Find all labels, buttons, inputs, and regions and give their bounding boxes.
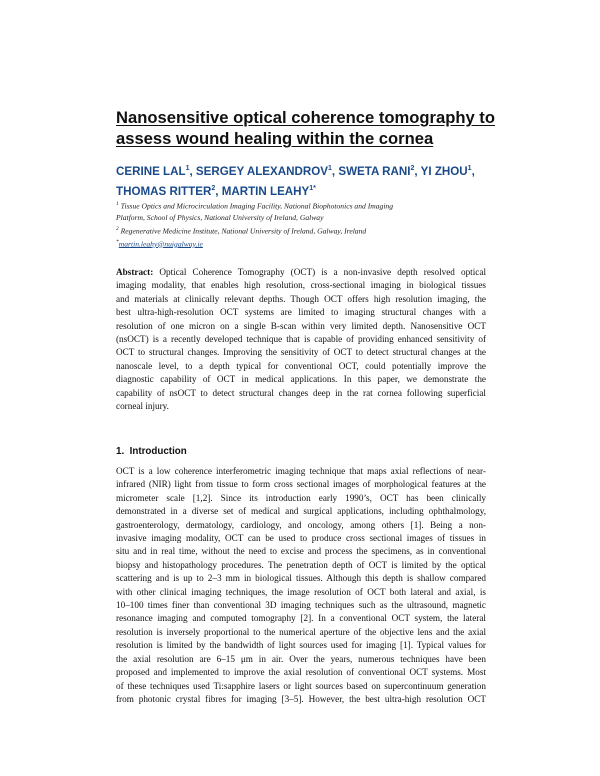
affiliation-sup: 1 <box>116 201 119 207</box>
body-line: 10–100 times finer than conventional 3D imaging techniques such as the ultrasound, magnetic <box>116 600 486 611</box>
author-line: THOMAS RITTER$^2$, MARTIN $LEAHY^{1*}$ <box>116 184 316 198</box>
author-list <box>116 160 536 200</box>
author-name: SERGEY ALEXANDROV <box>195 164 328 178</box>
abstract-line: OCT to structural changes. Improving the sensitivity of OCT to detect structural changes at the <box>116 347 486 358</box>
body-line: biopsy and histopathology procedures. The penetration depth of OCT is limited by the optical <box>116 559 486 570</box>
author-affil-sup: 2 <box>410 165 415 172</box>
email-link[interactable]: martin.leahy@nuigalway.ie <box>118 239 203 249</box>
body-line: the axial resolution are 6–15 μm in air. Over the years, numerous techniques have been <box>116 653 486 664</box>
abstract-line: nanoscale level, to a depth typical for conventional OCT, could potentially improve the <box>116 360 486 371</box>
abstract <box>116 266 486 413</box>
body-line: situ and in real time, without the need to excise and process the specimens, as in conventional <box>116 546 486 557</box>
affiliation-line <box>116 199 516 212</box>
body-line: from photonic crystal fibres for imaging [3–5]. However, the best ultra-high resolution OCT <box>116 693 486 704</box>
section-number: 1. <box>116 446 125 457</box>
abstract-line: imaging modality, that enables high resolution, cross-sectional imaging in biological tissues <box>116 280 486 291</box>
body-line: gastroenterology, dermatology, cardiology, and oncology, among others [1]. Being a non- <box>116 519 486 530</box>
affiliation-text: Regenerative Medicine Institute, National University of Ireland, Galway, Ireland <box>120 226 367 236</box>
author-line: CERINE LAL$^1$, SERGEY ALEXANDROV$^1$, SWETA RANI$^2$, YI ZHOU$^1$, <box>116 164 475 178</box>
abstract-line: resolution of one micron on a single B-scan within very limited depth. Nanosensitive OCT <box>116 320 486 331</box>
author-name: MARTIN LEAHY <box>221 184 310 198</box>
abstract-label: Abstract: <box>116 267 154 277</box>
title-line: Nanosensitive optical coherence tomography to <box>116 108 495 127</box>
paper-title <box>116 107 496 149</box>
body-line: demonstrated in a diverse set of medical and surgical applications, including ophthalmology, <box>116 506 486 517</box>
affiliations <box>116 199 516 250</box>
author-affil-sup: 1* <box>309 184 316 192</box>
author-name: YI ZHOU <box>420 164 468 178</box>
body-line: of these techniques used Ti:sapphire lasers or light sources based on supercontinuum generation <box>116 680 486 691</box>
affiliation-sup: 2 <box>116 225 119 232</box>
affiliation-line <box>116 224 516 237</box>
abstract-line <box>116 266 486 279</box>
abstract-line: corneal injury. <box>116 401 169 412</box>
body-line: infrared (NIR) light from tissue to form cross sectional images of morphological features at the <box>116 479 486 490</box>
section-heading <box>116 446 187 457</box>
abstract-line: and materials at clinically relevant depths. Though OCT offers high resolution imaging, the <box>116 293 486 304</box>
abstract-line: capability of nsOCT to detect structural changes deep in the rat cornea following superficial <box>116 387 486 398</box>
author-affil-sup: 1 <box>328 165 332 172</box>
body-line: resonance imaging and computed tomography [2]. In a conventional OCT system, the lateral <box>116 613 486 624</box>
body-line: OCT is a low coherence interferometric imaging technique that maps axial reflections of near- <box>116 466 486 476</box>
body-line: micrometer scale [1,2]. Since its introduction early 1990’s, OCT has been clinically <box>116 492 486 503</box>
email-line <box>116 237 516 250</box>
author-name: THOMAS RITTER <box>116 184 212 198</box>
body-line: scattering and is up to 2–3 mm in biological tissues. Although this depth is shallow compared <box>116 573 486 584</box>
body-line: proposed and implemented to improve the axial resolution of conventional OCT systems. Most <box>116 667 486 678</box>
body-line: with other clinical imaging techniques, the image resolution of OCT both lateral and axial, is <box>116 586 486 597</box>
abstract-line: diagnostic capability of OCT in medical applications. In this paper, we demonstrate the <box>116 374 486 385</box>
body-line: resolution is inversely proportional to the numerical aperture of the objective lens and the axial <box>116 626 486 637</box>
abstract-text: Optical Coherence Tomography (OCT) is a non-invasive depth resolved optical <box>153 267 486 277</box>
author-name: SWETA RANI <box>338 164 411 178</box>
affiliation-line <box>116 212 516 224</box>
author-name: CERINE LAL <box>116 164 186 178</box>
author-affil-sup: 2 <box>211 184 216 192</box>
email-sup: * <box>116 238 119 245</box>
abstract-line: (nsOCT) is a recently developed technique that is capable of providing enhanced sensitivity of <box>116 334 486 345</box>
abstract-line: best ultra-high-resolution OCT systems are limited to imaging structural changes with a <box>116 307 486 318</box>
introduction-body <box>116 465 486 706</box>
body-line: resolution is limited by the bandwidth of light sources used for imaging [1]. Typical values for <box>116 640 486 651</box>
affiliation-text: Tissue Optics and Microcirculation Imaging Facility, National Biophotonics and Imaging <box>120 201 394 211</box>
affiliation-text: Platform, School of Physics, National University of Ireland, Galway <box>116 213 324 223</box>
author-affil-sup: 1 <box>467 165 472 172</box>
title-line: assess wound healing within the cornea <box>116 129 434 148</box>
author-affil-sup: 1 <box>185 165 190 172</box>
body-line: invasive imaging modality, OCT can be used to produce cross sectional images of tissues in <box>116 533 486 544</box>
section-title: Introduction <box>129 446 187 457</box>
